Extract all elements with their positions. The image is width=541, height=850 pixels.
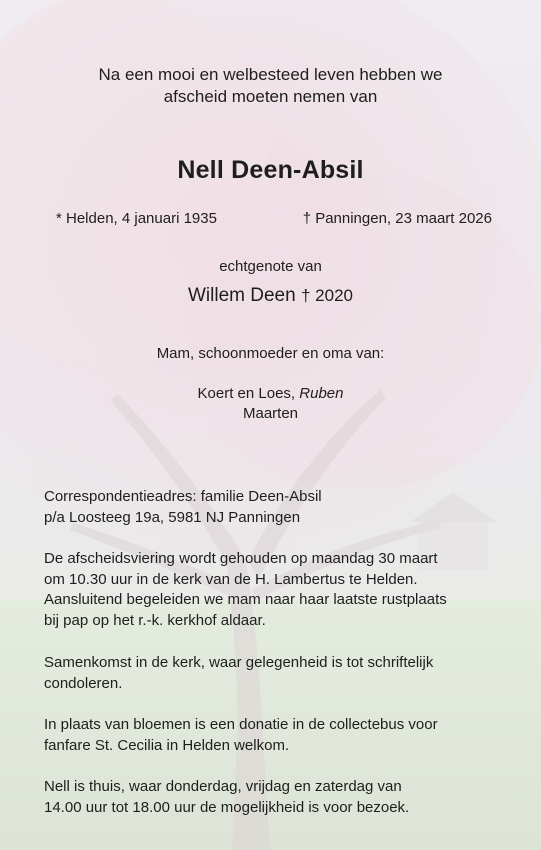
- deceased-name: Nell Deen-Absil: [177, 156, 364, 184]
- text-line: Nell is thuis, waar donderdag, vrijdag en zaterdag van: [44, 778, 402, 795]
- intro-line: afscheid moeten nemen van: [163, 86, 378, 106]
- family-couple: Koert en Loes,: [197, 385, 296, 402]
- death-date: † Panningen, 23 maart 2026: [302, 210, 492, 227]
- text-line: fanfare St. Cecilia in Helden welkom.: [44, 736, 290, 754]
- gathering-paragraph: [44, 653, 514, 694]
- donation-paragraph: [44, 715, 514, 756]
- text-line: De afscheidsviering wordt gehouden op maandag 30 maart: [44, 550, 438, 567]
- birth-date: * Helden, 4 januari 1935: [56, 210, 217, 227]
- family-line: Maarten: [242, 405, 299, 422]
- visit-paragraph: [44, 777, 514, 818]
- ceremony-paragraph: [44, 549, 514, 631]
- text-line: om 10.30 uur in de kerk van de H. Lambertus te Helden.: [44, 570, 418, 588]
- family-members: [0, 384, 541, 424]
- grandchild-name: Ruben: [299, 385, 344, 402]
- intro-text: [0, 64, 541, 107]
- text-line: 14.00 uur tot 18.00 uur de mogelijkheid is voor bezoek.: [44, 798, 410, 816]
- text-line: condoleren.: [44, 674, 123, 692]
- text-line: Correspondentieadres: familie Deen-Absil: [44, 488, 322, 505]
- text-line: bij pap op het r.-k. kerkhof aldaar.: [44, 611, 266, 629]
- correspondence-paragraph: [44, 487, 514, 528]
- text-line: Samenkomst in de kerk, waar gelegenheid is tot schriftelijk: [44, 654, 434, 671]
- intro-line: Na een mooi en welbesteed leven hebben we: [98, 65, 443, 84]
- spouse-line: [0, 285, 541, 307]
- text-line: p/a Loosteeg 19a, 5981 NJ Panningen: [44, 508, 301, 526]
- text-line: Aansluitend begeleiden we mam naar haar laatste rustplaats: [44, 591, 447, 608]
- family-intro: Mam, schoonmoeder en oma van:: [156, 345, 385, 362]
- text-line: In plaats van bloemen is een donatie in de collectebus voor: [44, 716, 438, 733]
- spouse-label: echtgenote van: [219, 258, 322, 275]
- spouse-name: Willem Deen: [188, 285, 296, 306]
- family-line: [198, 385, 344, 402]
- spouse-death-year: † 2020: [300, 286, 353, 305]
